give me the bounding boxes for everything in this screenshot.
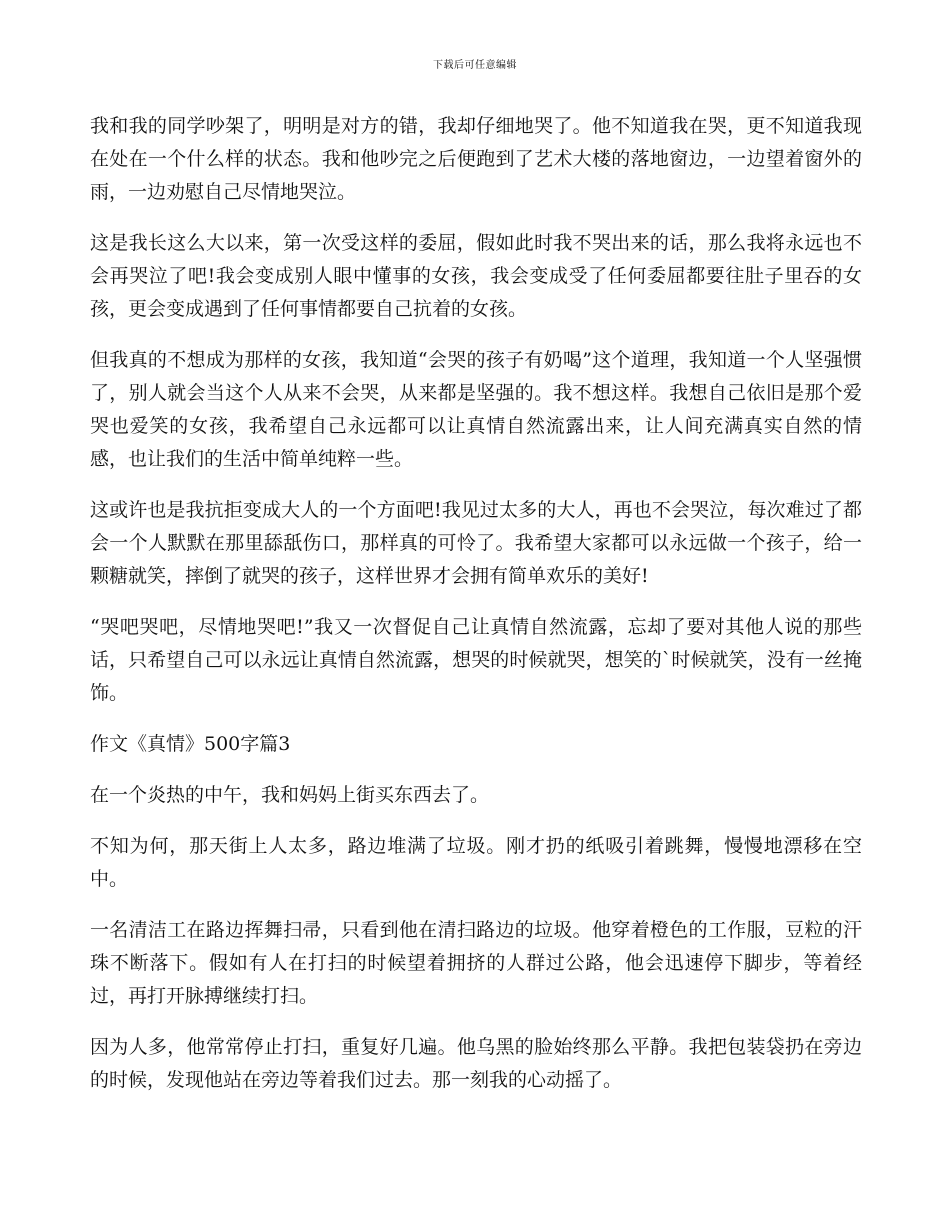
paragraph-6: 在一个炎热的中午，我和妈妈上街买东西去了。 — [90, 784, 490, 806]
paragraph-5: “哭吧哭吧，尽情地哭吧!”我又一次督促自己让真情自然流露，忘却了要对其他人说的那些话，只希望自己可以永远让真情自然流露，想哭的时候就哭，想笑的`时候就笑，没有一丝掩饰。 — [90, 616, 862, 704]
paragraph-8: 一名清洁工在路边挥舞扫帚，只看到他在清扫路边的垃圾。他穿着橙色的工作服，豆粒的汗珠不断落下。假如有人在打扫的时候望着拥挤的人群过公路，他会迅速停下脚步，等着经过，再打开脉搏继续打扫。 — [90, 919, 862, 1007]
paragraph-1: 我和我的同学吵架了，明明是对方的错，我却仔细地哭了。他不知道我在哭，更不知道我现在处在一个什么样的状态。我和他吵完之后便跑到了艺术大楼的落地窗边，一边望着窗外的雨，一边劝慰自己尽情地哭泣。 — [90, 115, 862, 203]
paragraph-3: 但我真的不想成为那样的女孩，我知道“会哭的孩子有奶喝”这个道理，我知道一个人坚强惯了，别人就会当这个人从来不会哭，从来都是坚强的。我不想这样。我想自己依旧是那个爱哭也爱笑的女孩，我希望自己永远都可以让真情自然流露出来，让人间充满真实自然的情感，也让我们的生活中简单纯粹一些。 — [90, 349, 862, 470]
page-header: 下载后可任意编辑 — [433, 60, 517, 71]
paragraph-4: 这或许也是我抗拒变成大人的一个方面吧!我见过太多的大人，再也不会哭泣，每次难过了都会一个人默默在那里舔舐伤口，那样真的可怜了。我希望大家都可以永远做一个孩子，给一颗糖就笑，摔倒了就哭的孩子，这样世界才会拥有简单欢乐的美好! — [90, 499, 862, 587]
section-heading: 作文《真情》500字篇3 — [90, 733, 291, 755]
paragraph-9: 因为人多，他常常停止打扫，重复好几遍。他乌黑的脸始终那么平静。我把包装袋扔在旁边的时候，发现他站在旁边等着我们过去。那一刻我的心动摇了。 — [90, 1036, 862, 1091]
paragraph-7: 不知为何，那天街上人太多，路边堆满了垃圾。刚才扔的纸吸引着跳舞，慢慢地漂移在空中。 — [90, 835, 862, 890]
paragraph-2: 这是我长这么大以来，第一次受这样的委屈，假如此时我不哭出来的话，那么我将永远也不会再哭泣了吧!我会变成别人眼中懂事的女孩，我会变成受了任何委屈都要往肚子里吞的女孩，更会变成遇到了任何事情都要自己抗着的女孩。 — [90, 232, 862, 320]
document-body — [90, 110, 862, 1115]
